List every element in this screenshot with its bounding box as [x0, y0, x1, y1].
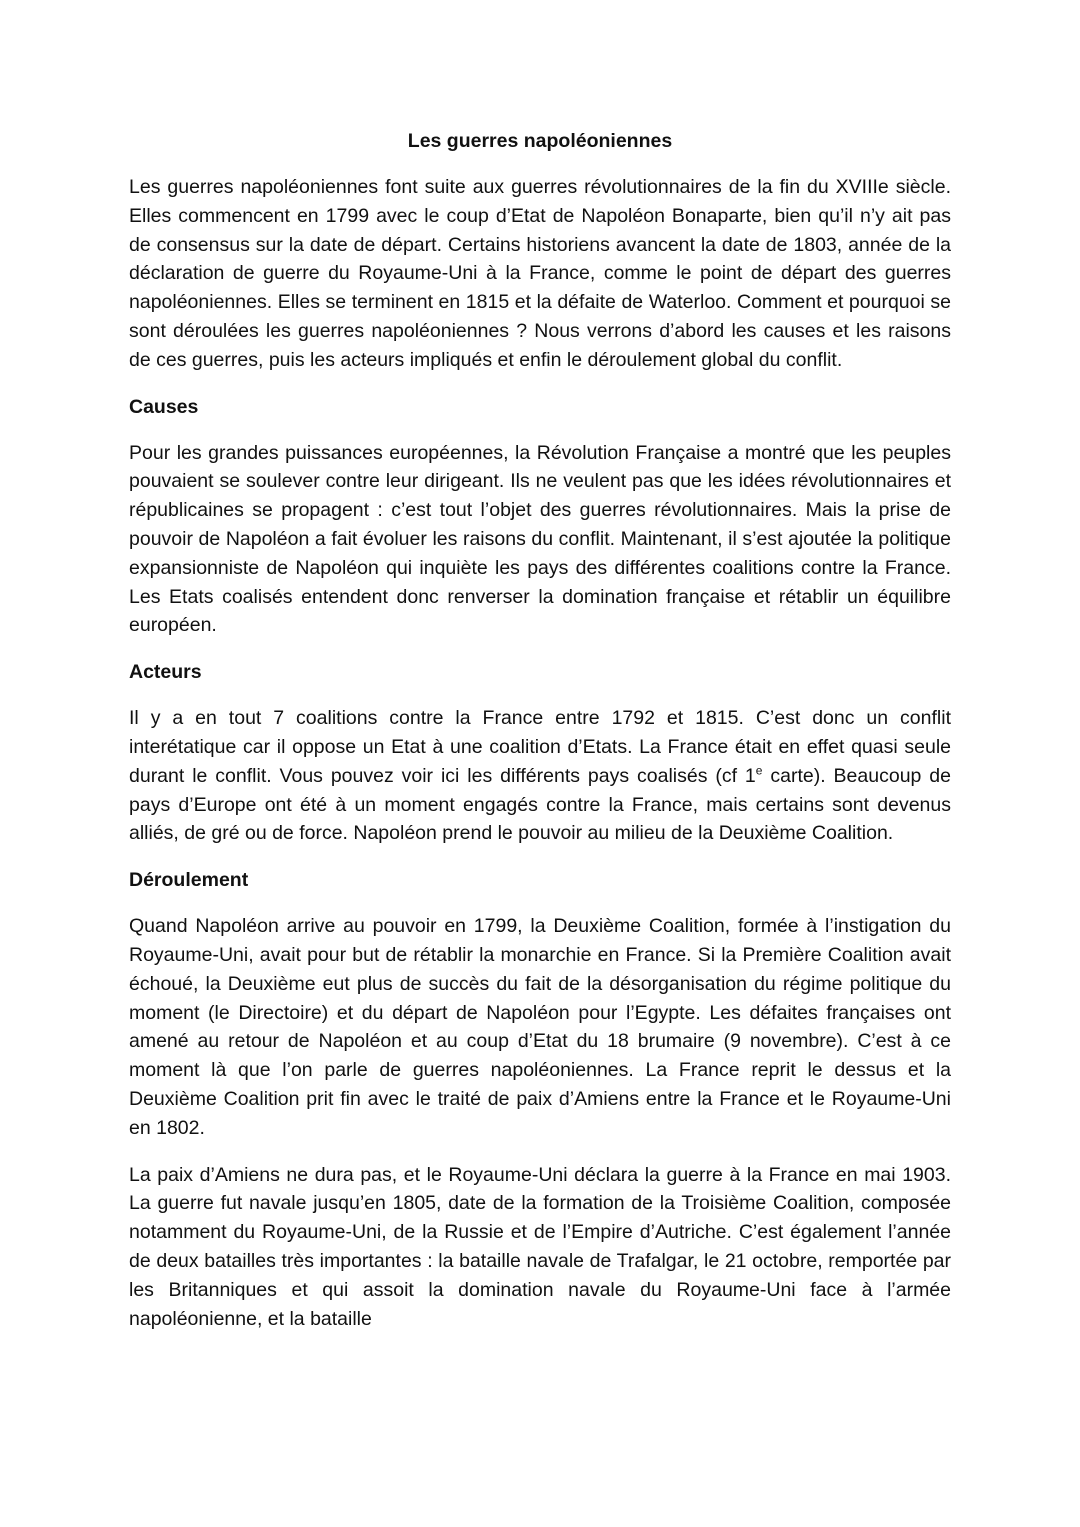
causes-paragraph: Pour les grandes puissances européennes, la Révolution Française a montré que les peuples pouvaient se soulever contre leur dirigeant. Ils ne veulent pas que les idées révolutionnaires et républicaines se propagent : c’est tout l’objet des guerres révolutionnaires. Mais la prise de pouvoir de Napoléon a fait évoluer les raisons du conflit. Maintenant, il s’est ajoutée la politique expansionniste de Napoléon qui inquiète les pays des différentes coalitions contre la France. Les Etats coalisés entendent donc renverser la domination française et rétablir un équilibre européen. [129, 441, 951, 637]
acteurs-text-after: carte). Beaucoup de pays d’Europe ont été à un moment engagés contre la France, mais certains sont devenus alliés, de gré ou de force. Napoléon prend le pouvoir au milieu de la Deuxième Coalition. [129, 764, 951, 845]
section-heading-causes: Causes [129, 395, 199, 418]
acteurs-text-before: Il y a en tout 7 coalitions contre la France entre 1792 et 1815. C’est donc un conflit interétatique car il oppose un Etat à une coalition d’Etats. La France était en effet quasi seule durant le conflit. Vous pouvez voir ici les différents pays coalisés (cf 1 [129, 707, 951, 787]
document-title: Les guerres napoléoniennes [407, 130, 673, 152]
deroulement-paragraph-1: Quand Napoléon arrive au pouvoir en 1799, la Deuxième Coalition, formée à l’instigation du Royaume-Uni, avait pour but de rétablir la monarchie en France. Si la Première Coalition avait échoué, la Deuxième eut plus de succès du fait de la désorganisation du régime politique du moment (le Directoire) et du départ de Napoléon pour l’Egypte. Les défaites françaises ont amené au retour de Napoléon et au coup d’Etat du 18 brumaire (9 novembre). C’est à ce moment là que l’on parle de guerres napoléoniennes. La France reprit le dessus et la Deuxième Coalition prit fin avec le traité de paix d’Amiens entre la France et le Royaume-Uni en 1802. [129, 915, 951, 1139]
deroulement-paragraph-2: La paix d’Amiens ne dura pas, et le Royaume-Uni déclara la guerre à la France en mai 1903. La guerre fut navale jusqu’en 1805, date de la formation de la Troisième Coalition, composée notamment du Royaume-Uni, de la Russie et de l’Empire d’Autriche. C’est également l’année de deux batailles très importantes : la bataille navale de Trafalgar, le 21 octobre, remportée par les Britanniques et qui assoit la domination navale du Royaume-Uni face à l’armée napoléonienne, et la bataille [129, 1163, 951, 1330]
section-heading-acteurs: Acteurs [129, 661, 202, 684]
document-page [129, 128, 951, 1351]
acteurs-paragraph [129, 704, 951, 848]
intro-paragraph: Les guerres napoléoniennes font suite aux guerres révolutionnaires de la fin du XVIIIe siècle. Elles commencent en 1799 avec le coup d’Etat de Napoléon Bonaparte, bien qu’il n’y ait pas de consensus sur la date de départ. Certains historiens avancent la date de 1803, année de la déclaration de guerre du Royaume-Uni à la France, comme le point de départ des guerres napoléoniennes. Elles se terminent en 1815 et la défaite de Waterloo. Comment et pourquoi se sont déroulées les guerres napoléoniennes ? Nous verrons d’abord les causes et les raisons de ces guerres, puis les acteurs impliqués et enfin le déroulement global du conflit. [129, 176, 951, 371]
section-heading-deroulement: Déroulement [129, 869, 249, 892]
ordinal-superscript: e [755, 763, 763, 778]
